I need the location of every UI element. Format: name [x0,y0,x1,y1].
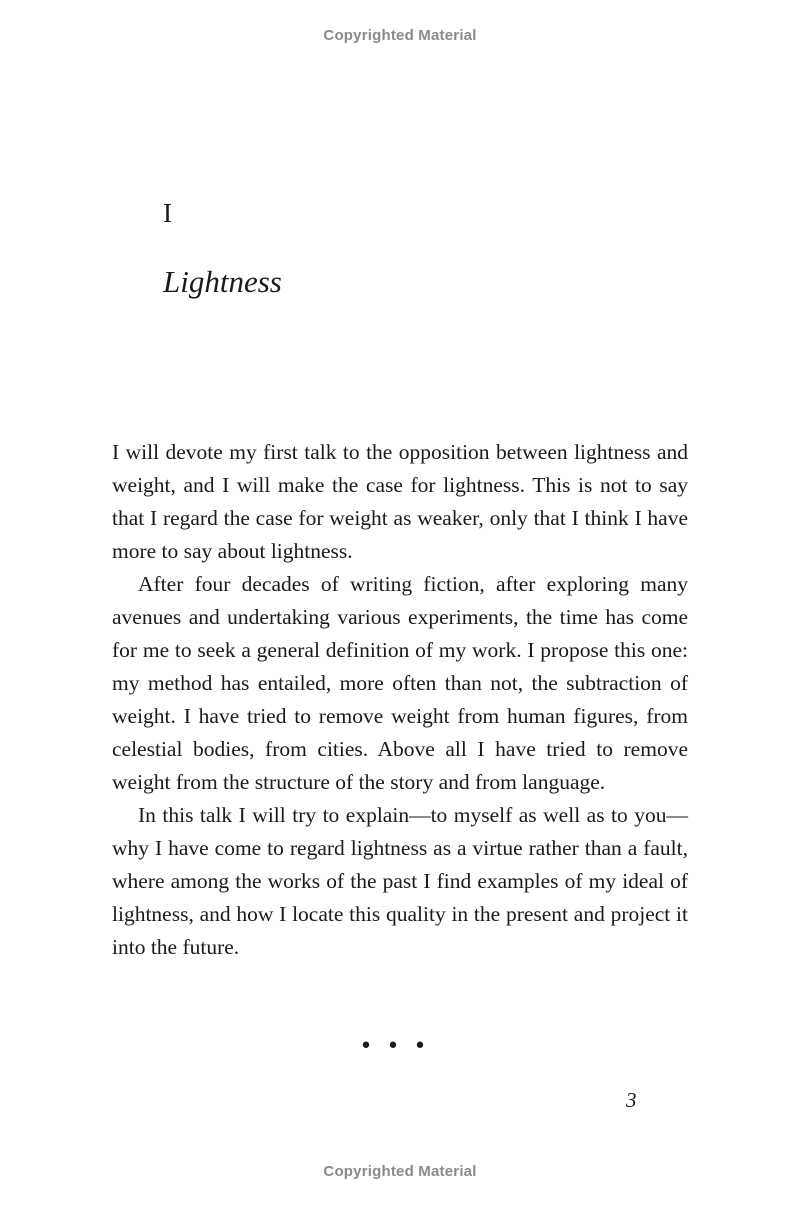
page-number: 3 [626,1088,637,1112]
paragraph: After four decades of writing fiction, after exploring many avenues and undertaking various experiments, the time has come for me to seek a general definition of my work. I propose this one: my method has entailed, more often than not, the subtraction of weight. I have tried to remove weight from human figures, from celestial bodies, from cities. Above all I have tried to remove weight from the structure of the story and from language. [112,572,688,794]
body-text [112,436,688,964]
paragraph: In this talk I will try to explain—to myself as well as to you—why I have come to regard lightness as a virtue rather than a fault, where among the works of the past I find examples of my ideal of lightness, and how I locate this quality in the present and project it into the future. [112,803,688,959]
section-break-ornament: ••• [359,1034,441,1059]
chapter-number: I [163,198,172,228]
watermark-top: Copyrighted Material [323,27,477,44]
watermark-bottom: Copyrighted Material [323,1163,477,1180]
chapter-title: Lightness [163,264,282,299]
paragraph: I will devote my first talk to the opposition between lightness and weight, and I will make the case for lightness. This is not to say that I regard the case for weight as weaker, only that I think I have more to say about lightness. [112,440,688,563]
